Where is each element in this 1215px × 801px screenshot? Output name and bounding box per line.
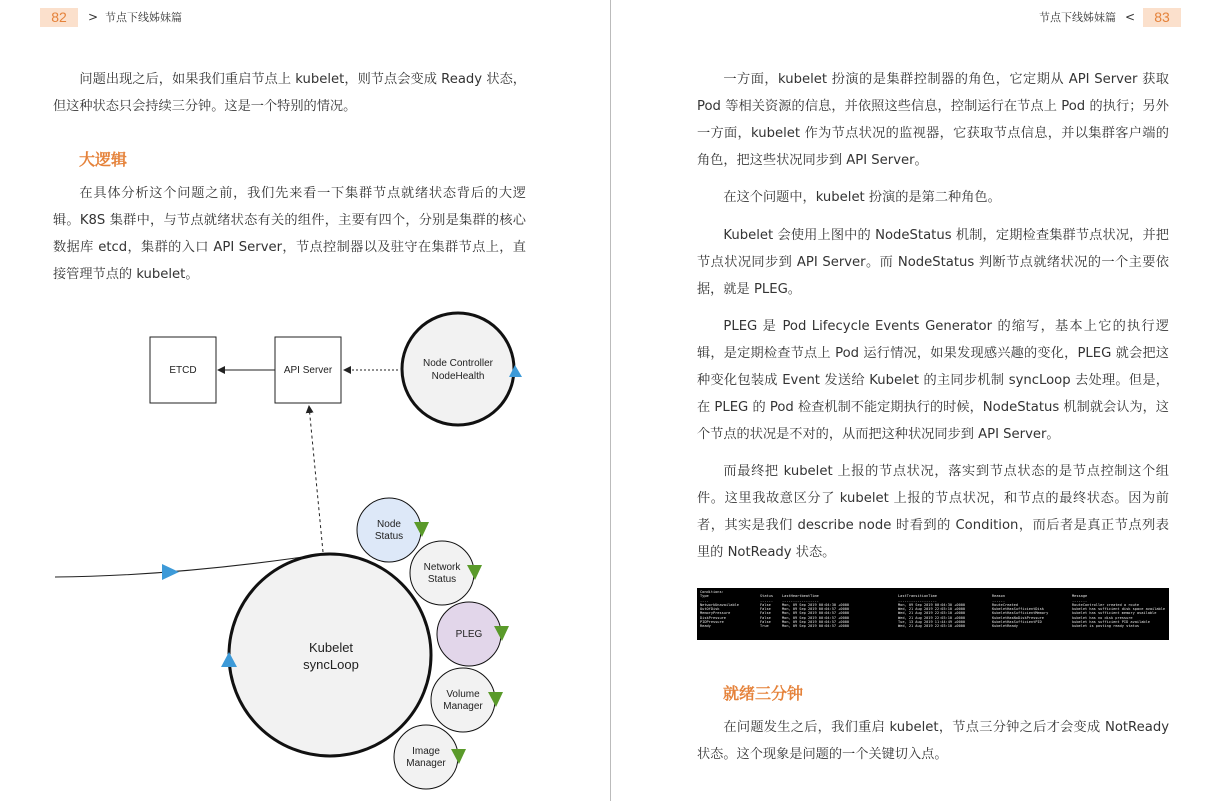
api-server-box xyxy=(275,337,341,403)
volume-manager-label: Manager xyxy=(443,701,483,712)
page-number: 83 xyxy=(1143,8,1181,27)
image-manager-circle xyxy=(394,725,466,789)
terminal-header: Reason xyxy=(992,594,1005,599)
paragraph: 在问题发生之后，我们重启 kubelet，节点三分钟之后才会变成 NotReady 状态。这个现象是问题的一个关键切入点。 xyxy=(697,720,1169,762)
network-status-label: Status xyxy=(427,574,457,585)
kubelet-label: Kubelet xyxy=(308,640,354,655)
terminal-cell: False xyxy=(760,611,771,616)
terminal-cell: kubelet has sufficient disk space available xyxy=(1072,607,1166,612)
paragraph: Kubelet 会使用上图中的 NodeStatus 机制，定期检查集群节点状况，并把节点状况同步到 API Server。而 NodeStatus 判断节点就绪状况的一个主要依据，就是 PLEG。 xyxy=(697,228,1169,297)
kubelet-syncloop-circle xyxy=(221,554,431,756)
paragraph: 一方面，kubelet 扮演的是集群控制器的角色，它定期从 API Server 获取 Pod 等相关资源的信息，并依照这些信息，控制运行在节点上 Pod 的执行；另外一方面，kubelet 作为节点状况的监视器，它获取节点信息，并以集群客户端的角色，把这些状况同步到 API Server。 xyxy=(697,72,1169,168)
terminal-divider: ---- xyxy=(700,598,709,603)
architecture-diagram xyxy=(0,290,610,801)
image-manager-label: Manager xyxy=(406,758,446,769)
volume-manager-label: Volume xyxy=(446,689,480,700)
terminal-divider: ------------------ xyxy=(898,598,937,603)
terminal-title: Conditions: xyxy=(700,590,724,594)
node-status-label: Status xyxy=(374,531,404,542)
terminal-cell: Mon, 09 Sep 2019 00:04:57 +0000 xyxy=(782,611,850,616)
page-number: 82 xyxy=(40,8,78,27)
network-status-label: Network xyxy=(423,562,461,573)
terminal-cell: Wed, 21 Aug 2019 22:03:10 +0000 xyxy=(898,607,966,612)
terminal-row xyxy=(700,624,1166,628)
section-heading: 就绪三分钟 xyxy=(723,684,804,703)
terminal-cell: kubelet has sufficient memory available xyxy=(1072,611,1157,616)
section-heading: 大逻辑 xyxy=(79,150,128,169)
terminal-cell: Mon, 09 Sep 2019 00:04:57 +0000 xyxy=(782,620,850,625)
running-title: 节点下线姊妹篇 xyxy=(105,11,182,24)
terminal-cell: False xyxy=(760,620,771,625)
terminal-header: Message xyxy=(1072,594,1088,599)
paragraph: 在具体分析这个问题之前，我们先来看一下集群节点就绪状态背后的大逻辑。K8S 集群中，与节点就绪状态有关的组件，主要有四个，分别是集群的核心数据库 etcd，集群的入口 API Server，节点控制器以及驻守在集群节点上，直接管理节点的 kubelet。 xyxy=(53,186,526,282)
network-status-circle xyxy=(410,541,482,605)
paragraph: 在这个问题中，kubelet 扮演的是第二种角色。 xyxy=(723,190,1001,205)
terminal-cell: False xyxy=(760,602,771,607)
terminal-cell: Tue, 13 Aug 2019 11:44:49 +0000 xyxy=(898,620,966,625)
terminal-cell: MemoryPressure xyxy=(700,611,731,616)
terminal-cell: Mon, 09 Sep 2019 00:04:30 +0000 xyxy=(782,602,850,607)
terminal-cell: True xyxy=(760,624,769,629)
terminal-header: LastTransitionTime xyxy=(898,594,937,599)
terminal-header: Type xyxy=(700,594,709,599)
terminal-header: LastHeartbeatTime xyxy=(782,594,819,599)
terminal-cell: kubelet has sufficient PID available xyxy=(1072,620,1150,625)
pleg-label: PLEG xyxy=(455,629,483,640)
terminal-cell: Mon, 09 Sep 2019 00:04:57 +0000 xyxy=(782,607,850,612)
terminal-cell: RouteCreated xyxy=(992,602,1018,607)
terminal-cell: DiskPressure xyxy=(700,615,726,620)
terminal-cell: KubeletHasSufficientMemory xyxy=(992,611,1049,616)
node-status-label: Node xyxy=(377,519,401,530)
terminal-cell: Wed, 21 Aug 2019 22:03:10 +0000 xyxy=(898,615,966,620)
triangle-icon xyxy=(162,564,179,580)
terminal-cell: Wed, 21 Aug 2019 22:03:10 +0000 xyxy=(898,624,966,629)
syncloop-label: syncLoop xyxy=(303,657,359,672)
terminal-divider: ------ xyxy=(760,598,773,603)
api-server-label: API Server xyxy=(283,365,333,376)
chevron-right-icon: > xyxy=(88,10,99,24)
image-manager-label: Image xyxy=(412,746,440,757)
terminal-cell: kubelet has no disk pressure xyxy=(1072,615,1133,620)
terminal-cell: Ready xyxy=(700,624,711,629)
node-health-label: NodeHealth xyxy=(431,371,485,382)
terminal-divider: ------- xyxy=(1072,598,1088,603)
kubelet-to-api-arrow xyxy=(309,406,323,552)
terminal-cell: KubeletHasNoDiskPressure xyxy=(992,615,1044,620)
terminal-cell: False xyxy=(760,607,771,612)
terminal-cell: NetworkUnavailable xyxy=(700,602,739,607)
terminal-cell: PIDPressure xyxy=(700,620,724,625)
chevron-left-icon: < xyxy=(1125,10,1136,24)
terminal-cell: KubeletHasSufficientDisk xyxy=(992,607,1044,612)
terminal-cell: Mon, 09 Sep 2019 00:04:57 +0000 xyxy=(782,615,850,620)
terminal-cell: Mon, 09 Sep 2019 00:04:57 +0000 xyxy=(782,624,850,629)
paragraph: 问题出现之后，如果我们重启节点上 kubelet，则节点会变成 Ready 状态，但这种状态只会持续三分钟。这是一个特别的情况。 xyxy=(53,72,526,114)
terminal-cell: OutOfDisk xyxy=(700,607,720,612)
terminal-cell: KubeletReady xyxy=(992,624,1018,629)
terminal-cell: KubeletHasSufficientPID xyxy=(992,620,1042,625)
running-title: 节点下线姊妹篇 xyxy=(1039,11,1116,24)
node-controller-label: Node Controller xyxy=(422,358,494,369)
book-spine xyxy=(610,0,611,801)
terminal-divider: ----------------- xyxy=(782,598,819,603)
paragraph: PLEG 是 Pod Lifecycle Events Generator 的缩写，基本上它的执行逻辑，是定期检查节点上 Pod 运行情况，如果发现感兴趣的变化，PLEG 就会把这种变化包装成 Event 发送给 Kubelet 的主同步机制 syncLoop 去处理。但是，在 PLEG 的 Pod 检查机制不能定期执行的时候，NodeStatus 机制就会认为，这个节点的状况是不对的，从而把这种状况同步到 API Server。 xyxy=(697,319,1169,442)
node-controller-circle xyxy=(402,313,522,425)
pleg-circle xyxy=(437,602,509,666)
terminal-cell: RouteController created a route xyxy=(1072,602,1140,607)
volume-manager-circle xyxy=(431,668,503,732)
terminal-cell: kubelet is posting ready status xyxy=(1072,624,1140,629)
terminal-divider: ------ xyxy=(992,598,1005,603)
terminal-cell: False xyxy=(760,615,771,620)
terminal-header: Status xyxy=(760,594,773,599)
terminal-cell: Wed, 21 Aug 2019 22:03:10 +0000 xyxy=(898,611,966,616)
terminal-screenshot xyxy=(697,588,1169,640)
paragraph: 而最终把 kubelet 上报的节点状况，落实到节点状态的是节点控制这个组件。这里我故意区分了 kubelet 上报的节点状况，和节点的最终状态。因为前者，其实是我们 describe node 时看到的 Condition，而后者是真正节点列表里的 NotReady 状态。 xyxy=(697,464,1169,560)
etcd-box xyxy=(150,337,216,403)
etcd-label: ETCD xyxy=(169,365,197,376)
right-page xyxy=(612,0,1215,801)
terminal-cell: Mon, 09 Sep 2019 00:04:30 +0000 xyxy=(898,602,966,607)
